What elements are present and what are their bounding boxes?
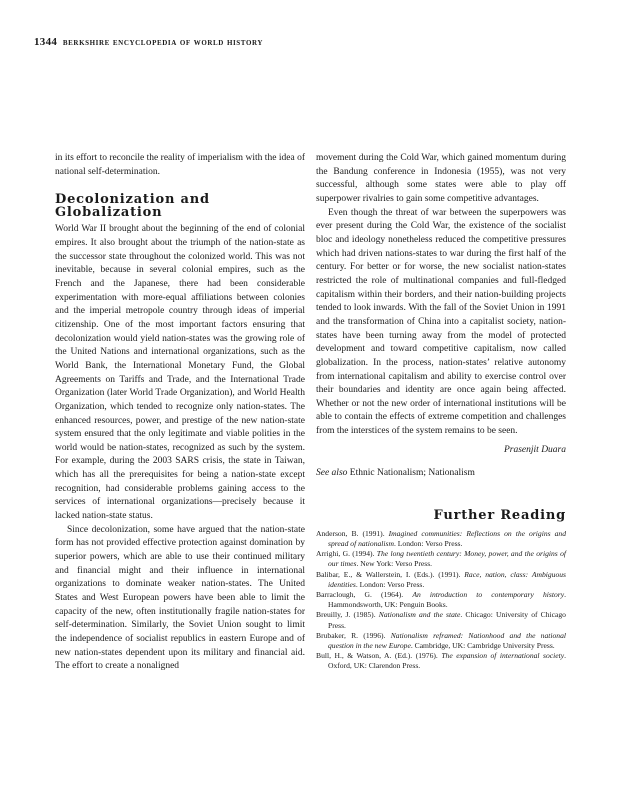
page-number: 1344 xyxy=(34,36,58,48)
further-reading-heading: Further Reading xyxy=(433,508,566,524)
body-paragraph: movement during the Cold War, which gained momentum during the Bandung conference in Indonesia (1955), was not very successful, although some states were able to play off superpower rivalries to gain some competitive advantages. xyxy=(316,153,566,204)
body-paragraph: Even though the threat of war between the superpowers was ever present during the Cold War, the existence of the socialist bloc and ideology nonetheless reduced the competitive pressures which had driven nations-states to war during the first half of the century. For better or for worse, the new socialist nation-states restricted the role of multinational companies and full-fledged capitalism within their borders, and their nation-building projects tended to look inwards. With the fall of the Soviet Union in 1991 and the transformation of China into a capitalist society, nation-states have been turning away from the model of protected development and toward competitive capitalism, now called globalization. In the process, nation-states’ relative autonomy from international capitalism and ability to exercise control over their boundaries and identity are once again being affected. Whether or not the new order of international institutions will be able to contain the effects of extreme competition and challenges from the interstices of the system remains to be seen. xyxy=(316,207,566,437)
see-also xyxy=(316,467,566,481)
body-paragraph: World War II brought about the beginning of the end of colonial empires. It also brought about the triumph of the nation-state as the successor state throughout the colonized world. This was not inevitable, because in several colonial empires, such as the French and the Japanese, there had been considerable experimentation with more-equal affiliations between colonies and the imperial metropole country through ideas of imperial citizenship. One of the most important factors ensuring that decolonization would yield nation-states was the growing role of the United Nations and international organizations, such as the World Bank, the International Monetary Fund, the Global Agreements on Tariffs and Trade, and the International Trade Organization (later World Trade Organization), and World Health Organization, which tended to recognize only nation-states. The enhanced resources, power, and prestige of the new nation-state system ensured that the only legitimate and viable polities in the world would be nation-states, recognized as such by the system. For example, during the 2003 SARS crisis, the state in Taiwan, which has all the prerequisites for being a nation-state except recognition, had considerable problems gaining access to the services of international organizations—precisely because it lacked nation-state status. xyxy=(55,224,305,522)
reference-item: Arrighi, G. (1994). The long twentieth century: Money, power, and the origins of our times. New York: Verso Press. xyxy=(316,549,566,569)
section-heading: Decolonization and Globalization xyxy=(55,192,210,221)
body-paragraph: Since decolonization, some have argued that the nation-state form has not provided effective protection against domination by superior powers, which are able to use their continued military and financial might and their influence in international organizations to dominate weaker nation-states. The United States and West European powers have been able to limit the capacity of the new, often institutionally fragile nation-states for self-determination. Similarly, the Soviet Union sought to limit the independence of socialist republics in eastern Europe and of new nation-states dependent upon its military and financial aid. The effort to create a nonaligned xyxy=(55,524,305,672)
reference-item: Breuilly, J. (1985). Nationalism and the state. Chicago: University of Chicago Press. xyxy=(316,610,566,630)
right-column xyxy=(316,152,566,672)
reference-item: Bull, H., & Watson, A. (Ed.). (1976). The expansion of international society. Oxford, UK: Clarendon Press. xyxy=(316,651,567,671)
reference-item: Barraclough, G. (1964). An introduction to contemporary history. Hammondsworth, UK: Penguin Books. xyxy=(316,589,566,610)
left-column xyxy=(55,152,305,674)
see-also-text: Ethnic Nationalism; Nationalism xyxy=(349,468,475,479)
author-attribution: Prasenjit Duara xyxy=(503,444,566,455)
reference-item: Anderson, B. (1991). Imagined communities: Reflections on the origins and spread of nationalism. London: Verso Press. xyxy=(316,528,566,548)
reference-item: Brubaker, R. (1996). Nationalism reframed: Nationhood and the national question in the new Europe. Cambridge, UK: Cambridge University Press. xyxy=(316,630,566,650)
see-also-label: See also xyxy=(316,468,348,479)
running-title: berkshire encyclopedia of world history xyxy=(62,38,264,48)
reference-item: Balibar, E., & Wallerstein, I. (Eds.). (1991). Race, nation, class: Ambiguous identities. London: Verso Press. xyxy=(316,569,566,589)
intro-paragraph: in its effort to reconcile the reality of imperialism with the idea of national self-determination. xyxy=(55,153,305,177)
running-head xyxy=(34,36,263,48)
reference-list xyxy=(316,529,566,672)
